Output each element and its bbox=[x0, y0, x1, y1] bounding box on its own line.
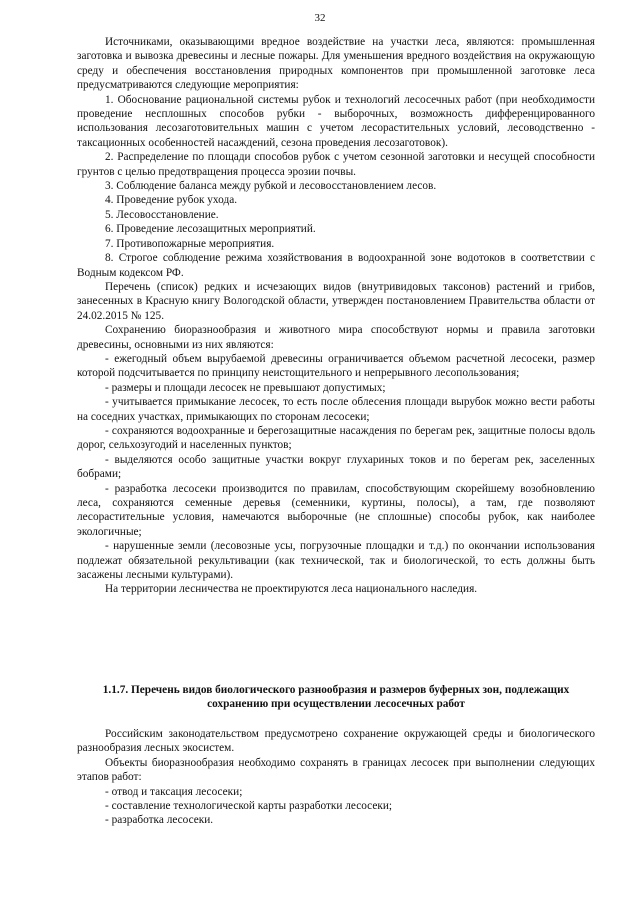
paragraph: Российским законодательством предусмотрено сохранение окружающей среды и биологического разнообразия лесных экосистем. bbox=[77, 728, 595, 755]
page-number: 32 bbox=[314, 12, 326, 24]
list-item: 3. Соблюдение баланса между рубкой и лесовосстановлением лесов. bbox=[105, 180, 437, 193]
list-item: 4. Проведение рубок ухода. bbox=[105, 194, 238, 207]
dash-item: - составление технологической карты разработки лесосеки; bbox=[105, 800, 393, 813]
section-body bbox=[77, 727, 595, 828]
body-text bbox=[77, 35, 595, 597]
dash-item: - выделяются особо защитные участки вокруг глухариных токов и по берегам рек, заселенных бобрами; bbox=[77, 453, 595, 481]
paragraph: Объекты биоразнообразия необходимо сохранять в границах лесосек при выполнении следующих этапов работ: bbox=[77, 756, 595, 784]
section-heading: 1.1.7. Перечень видов биологического разнообразия и размеров буферных зон, подлежащих сохранению при осуществлении лесосечных работ bbox=[102, 684, 570, 711]
paragraph: На территории лесничества не проектируются леса национального наследия. bbox=[105, 583, 478, 596]
dash-item: - сохраняются водоохранные и берегозащитные насаждения по берегам рек, защитные полосы вдоль дорог, сельхозугодий и населенных пунктов; bbox=[77, 424, 595, 452]
list-item: 8. Строгое соблюдение режима хозяйствования в водоохранной зоне водотоков в соответствии с Водным кодексом РФ. bbox=[77, 252, 595, 279]
dash-item: - размеры и площади лесосек не превышают допустимых; bbox=[105, 381, 386, 394]
paragraph: Источниками, оказывающими вредное воздействие на участки леса, являются: промышленная заготовка и вывозка древесины и лесные пожары. Для уменьшения вредного воздействия на окружающую среду и обеспечения восстановления природных компонентов при промышленной заготовке леса предусматриваются следующие мероприятия: bbox=[77, 36, 595, 92]
dash-item: - ежегодный объем вырубаемой древесины ограничивается объемом расчетной лесосеки, размер которой подсчитывается по принципу неистощительного и непрерывного лесопользования; bbox=[77, 352, 595, 380]
dash-item: - отвод и таксация лесосеки; bbox=[105, 785, 243, 798]
dash-item: - разработка лесосеки. bbox=[105, 814, 214, 827]
list-item: 7. Противопожарные мероприятия. bbox=[105, 237, 275, 250]
list-item: 5. Лесовосстановление. bbox=[105, 208, 219, 221]
paragraph: Перечень (список) редких и исчезающих видов (внутривидовых таксонов) растений и грибов, занесенных в Красную книгу Вологодской области, утвержден постановлением Правительства области от 24.02.2015 № 125. bbox=[77, 280, 595, 322]
dash-item: - разработка лесосеки производится по правилам, способствующим скорейшему возобновлению леса, сохраняются семенные деревья (семенники, куртины, полосы), а там, где позволяют лесорастительные условия, намечаются выборочные (не сплошные) способы рубок, как наиболее экологичные; bbox=[77, 482, 595, 538]
list-item: 2. Распределение по площади способов рубок с учетом сезонной заготовки и несущей способности грунтов с целью предотвращения процесса эрозии почвы. bbox=[77, 151, 595, 178]
dash-item: - учитывается примыкание лесосек, то есть после облесения площади вырубок можно вести работы на соседних участках, примыкающих по сторонам лесосеки; bbox=[77, 396, 595, 423]
paragraph: Сохранению биоразнообразия и животного мира способствуют нормы и правила заготовки древесины, основными из них являются: bbox=[77, 324, 595, 351]
dash-item: - нарушенные земли (лесовозные усы, погрузочные площадки и т.д.) по окончании использования подлежат обязательной рекультивации (как технической, так и биологической, то есть должны быть засажены лесными культурами). bbox=[77, 540, 595, 582]
list-item: 1. Обоснование рациональной системы рубок и технологий лесосечных работ (при необходимости проведение несплошных способов рубки - выборочных, возможность дифференцированного использования лесозаготовительных машин с учетом лесорастительных условий, лесоводственно - таксационных особенностей насаждений, сезона проведения лесозаготовок). bbox=[77, 93, 595, 149]
list-item: 6. Проведение лесозащитных мероприятий. bbox=[105, 223, 316, 236]
